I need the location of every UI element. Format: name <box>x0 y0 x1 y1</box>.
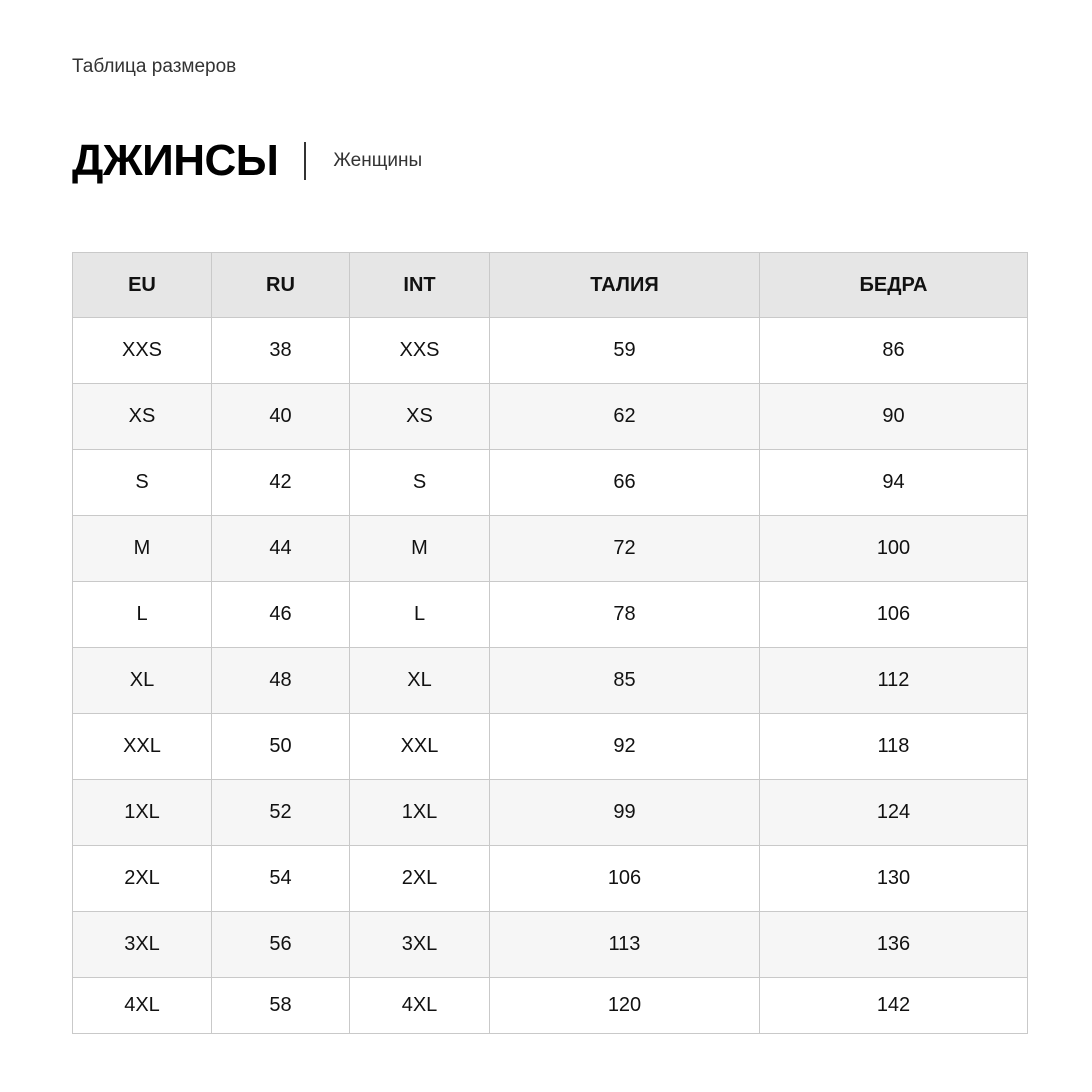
cell-waist: 66 <box>490 450 760 516</box>
cell-eu: M <box>73 516 212 582</box>
cell-eu: 2XL <box>73 846 212 912</box>
cell-eu: XL <box>73 648 212 714</box>
cell-int: XL <box>350 648 490 714</box>
cell-int: XXS <box>350 318 490 384</box>
table-row <box>73 318 1028 384</box>
cell-hips: 86 <box>760 318 1028 384</box>
table-row <box>73 780 1028 846</box>
page-heading <box>72 133 422 189</box>
cell-int: 3XL <box>350 912 490 978</box>
cell-ru: 48 <box>212 648 350 714</box>
cell-int: 4XL <box>350 978 490 1034</box>
cell-hips: 136 <box>760 912 1028 978</box>
cell-ru: 50 <box>212 714 350 780</box>
table-row <box>73 912 1028 978</box>
column-header-ru: RU <box>212 253 350 318</box>
table-row <box>73 648 1028 714</box>
cell-int: L <box>350 582 490 648</box>
column-header-hips: БЕДРА <box>760 253 1028 318</box>
cell-hips: 118 <box>760 714 1028 780</box>
cell-hips: 106 <box>760 582 1028 648</box>
cell-int: XXL <box>350 714 490 780</box>
page-title: ДЖИНСЫ <box>72 136 279 185</box>
cell-hips: 94 <box>760 450 1028 516</box>
table-row <box>73 846 1028 912</box>
cell-ru: 56 <box>212 912 350 978</box>
cell-hips: 130 <box>760 846 1028 912</box>
cell-waist: 85 <box>490 648 760 714</box>
cell-eu: XS <box>73 384 212 450</box>
cell-ru: 54 <box>212 846 350 912</box>
table-row <box>73 450 1028 516</box>
title-divider <box>304 142 306 180</box>
cell-waist: 113 <box>490 912 760 978</box>
cell-eu: 1XL <box>73 780 212 846</box>
size-table <box>72 252 1028 1034</box>
cell-hips: 90 <box>760 384 1028 450</box>
table-row <box>73 384 1028 450</box>
cell-int: 1XL <box>350 780 490 846</box>
cell-hips: 112 <box>760 648 1028 714</box>
cell-hips: 142 <box>760 978 1028 1034</box>
page-subtitle: Таблица размеров <box>72 56 237 77</box>
cell-ru: 52 <box>212 780 350 846</box>
table-header-row <box>73 253 1028 318</box>
table-row <box>73 978 1028 1034</box>
cell-ru: 46 <box>212 582 350 648</box>
cell-ru: 42 <box>212 450 350 516</box>
cell-int: XS <box>350 384 490 450</box>
cell-waist: 62 <box>490 384 760 450</box>
cell-eu: XXL <box>73 714 212 780</box>
cell-eu: L <box>73 582 212 648</box>
cell-waist: 72 <box>490 516 760 582</box>
table-row <box>73 714 1028 780</box>
category-label: Женщины <box>333 150 423 171</box>
table-row <box>73 516 1028 582</box>
cell-eu: 4XL <box>73 978 212 1034</box>
cell-waist: 120 <box>490 978 760 1034</box>
cell-int: 2XL <box>350 846 490 912</box>
cell-waist: 99 <box>490 780 760 846</box>
cell-ru: 44 <box>212 516 350 582</box>
cell-waist: 59 <box>490 318 760 384</box>
cell-int: M <box>350 516 490 582</box>
cell-waist: 106 <box>490 846 760 912</box>
cell-eu: 3XL <box>73 912 212 978</box>
column-header-int: INT <box>350 253 490 318</box>
cell-eu: XXS <box>73 318 212 384</box>
cell-int: S <box>350 450 490 516</box>
cell-ru: 58 <box>212 978 350 1034</box>
cell-eu: S <box>73 450 212 516</box>
cell-waist: 92 <box>490 714 760 780</box>
table-row <box>73 582 1028 648</box>
cell-waist: 78 <box>490 582 760 648</box>
cell-hips: 100 <box>760 516 1028 582</box>
cell-ru: 38 <box>212 318 350 384</box>
cell-ru: 40 <box>212 384 350 450</box>
cell-hips: 124 <box>760 780 1028 846</box>
column-header-waist: ТАЛИЯ <box>490 253 760 318</box>
column-header-eu: EU <box>73 253 212 318</box>
table-body <box>73 318 1028 1034</box>
